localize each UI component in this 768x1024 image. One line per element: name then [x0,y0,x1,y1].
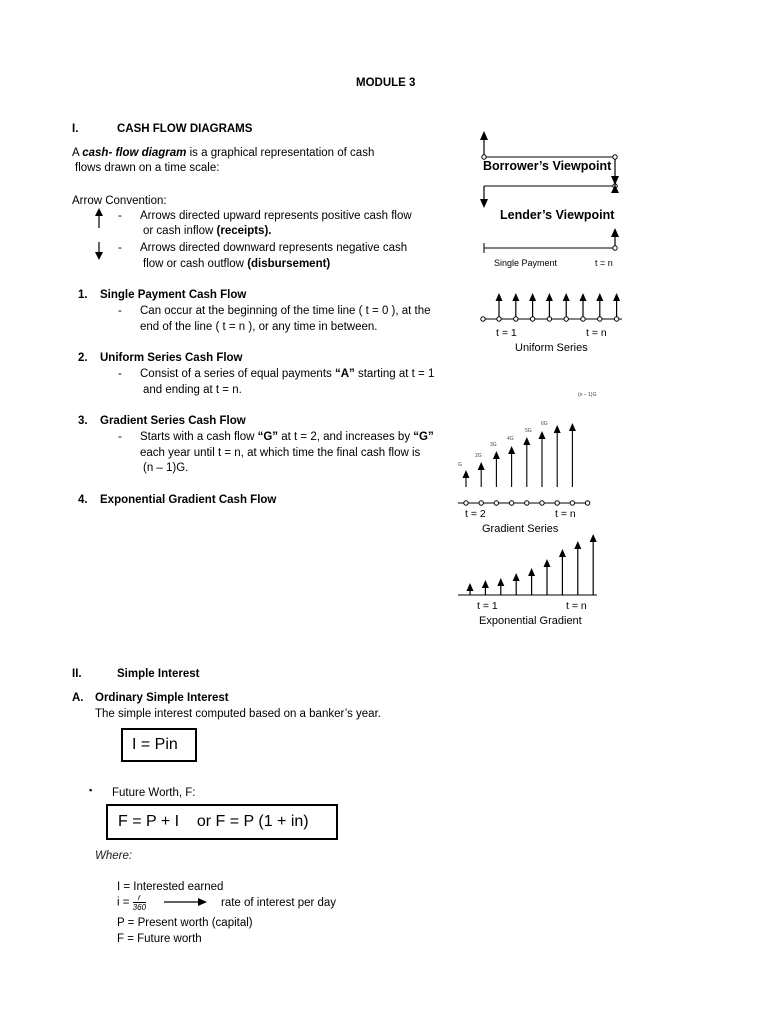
gradient-node-8 [570,501,574,505]
gradient-label-4g: 4G [507,436,514,442]
uniform-node-1 [497,317,501,321]
borrower-up-arrowhead [480,131,488,140]
subsection-a-description: The simple interest computed based on a banker’s year. [95,708,381,720]
bullet-icon: ▪ [89,785,93,795]
where-label: Where: [95,850,133,862]
item-3-line-1-c: at t = 2, and increases by [278,431,414,443]
page-title: MODULE 3 [356,77,416,89]
future-worth-label: Future Worth, F: [112,787,196,799]
exp-arrow-1-head [467,583,474,591]
gradient-arrow-7-head [554,425,561,433]
definition-future-worth: F = Future worth [117,933,202,945]
exponential-gradient-diagram [458,534,597,595]
dash-down: - [118,242,122,254]
borrower-diagram [480,131,619,185]
exp-arrow-7-head [559,549,566,557]
gradient-node-3 [494,501,498,505]
item-3-line-2: each year until t = n, at which time the final cash flow is [140,447,421,459]
single-tn-label: t = n [595,258,613,268]
formula-future-worth [106,804,338,840]
uniform-series-diagram [481,293,622,321]
rate-arrow-icon [164,898,207,906]
item-2-payment-a: “A” [334,368,355,380]
rate-fraction-numerator: r [133,893,146,903]
subsection-a-heading: Ordinary Simple Interest [95,692,229,704]
gradient-arrow-6-head [539,431,546,439]
dash-up: - [118,210,122,222]
item-2-number: 2. [78,352,88,364]
uniform-node-6 [581,317,585,321]
item-3-number: 3. [78,415,88,427]
exp-tn-label: t = n [566,600,587,612]
item-3-g-start: “G” [257,431,279,443]
item-1-number: 1. [78,289,88,301]
uniform-arrow-4-head [546,293,553,301]
uniform-node-7 [598,317,602,321]
section-2-heading: Simple Interest [117,668,200,680]
single-up-arrowhead [611,228,619,237]
uniform-tn-label: t = n [586,327,607,339]
subsection-a-letter: A. [72,692,84,704]
gradient-arrow-8-head [569,423,576,431]
item-2-line-1-a: Consist of a series of equal payments [140,368,335,380]
gradient-series-diagram [458,423,590,505]
uniform-node-8 [614,317,618,321]
item-2-dash: - [118,368,122,380]
gradient-t2-label: t = 2 [465,508,486,520]
uniform-arrow-8-head [613,293,620,301]
item-1-line-2: end of the line ( t = n ), or any time in between. [140,321,378,333]
receipts-label: (receipts). [216,225,272,237]
arrow-convention-label: Arrow Convention: [72,195,167,207]
gradient-label-2g: 2G [475,453,482,459]
gradient-node-9 [585,501,589,505]
exp-arrow-5-head [528,568,535,576]
definition-rate [117,893,146,912]
formula-simple-interest [121,728,197,762]
borrower-viewpoint-label: Borrower’s Viewpoint [483,159,612,173]
lender-viewpoint-label: Lender’s Viewpoint [500,208,615,222]
up-arrow-line-1: Arrows directed upward represents positive cash flow [140,210,412,222]
uniform-arrow-3-head [529,293,536,301]
definition-interest-earned: I = Interested earned [117,881,224,893]
gradient-series-caption: Gradient Series [482,523,559,535]
gradient-label-3g: 3G [490,442,497,448]
item-3-title: Gradient Series Cash Flow [100,415,246,427]
uniform-arrow-1-head [496,293,503,301]
formula-future-worth-text: F = P + I or F = P (1 + in) [118,813,309,830]
uniform-arrow-7-head [596,293,603,301]
rate-description: rate of interest per day [221,897,337,909]
uniform-node-4 [547,317,551,321]
item-4-number: 4. [78,494,88,506]
exp-arrow-8-head [574,541,581,549]
gradient-arrow-3-head [493,451,500,459]
uniform-origin [481,317,485,321]
gradient-tn-label: t = n [555,508,576,520]
item-3-line-3: (n – 1)G. [143,462,189,474]
formula-simple-interest-text: I = Pin [132,736,178,753]
down-arrow-line-1: Arrows directed downward represents negative cash [140,242,408,254]
single-payment-label: Single Payment [494,258,558,268]
exp-arrow-9-head [590,534,597,542]
gradient-top-label: (n – 1)G [578,392,597,398]
definition-line-2: flows drawn on a time scale: [75,162,220,174]
definition-term: cash- flow diagram [82,147,187,159]
section-1-heading: CASH FLOW DIAGRAMS [117,123,253,135]
gradient-arrow-1-head [463,470,470,478]
exp-arrow-3-head [497,578,504,586]
exponential-gradient-caption: Exponential Gradient [479,615,582,627]
definition-rest: is a graphical representation of cash [186,147,375,159]
exp-arrow-4-head [513,573,520,581]
exp-arrow-6-head [544,559,551,567]
gradient-node-5 [525,501,529,505]
definition-present-worth: P = Present worth (capital) [117,917,253,929]
single-payment-diagram [484,228,619,253]
item-3-dash: - [118,431,122,443]
gradient-label-6g: 6G [541,421,548,427]
gradient-node-6 [540,501,544,505]
gradient-arrow-2-head [478,462,485,470]
rate-fraction-denominator: 360 [132,903,147,912]
gradient-node-7 [555,501,559,505]
uniform-arrow-2-head [512,293,519,301]
item-3-line-1-a: Starts with a cash flow [140,431,258,443]
item-1-title: Single Payment Cash Flow [100,289,247,301]
down-arrow-line-2-text: flow or cash outflow [143,258,248,270]
item-1-dash: - [118,305,122,317]
uniform-node-5 [564,317,568,321]
section-1-number: I. [72,123,79,135]
uniform-arrow-6-head [580,293,587,301]
gradient-node-2 [479,501,483,505]
exp-arrow-2-head [482,580,489,588]
uniform-series-caption: Uniform Series [515,342,588,354]
exp-t1-label: t = 1 [477,600,498,612]
uniform-arrow-5-head [563,293,570,301]
lender-down-arrowhead [480,199,488,208]
item-2-line-2: and ending at t = n. [143,384,242,396]
up-arrow-line-2-text: or cash inflow [143,225,217,237]
gradient-label-5g: 5G [525,428,532,434]
item-2-line-1-c: starting at t = 1 [354,368,435,380]
uniform-node-3 [530,317,534,321]
item-3-g-increase: “G” [413,431,434,443]
item-1-line-1: Can occur at the beginning of the time line ( t = 0 ), at the [140,305,431,317]
rate-fraction [133,893,146,912]
disbursement-label: (disbursement) [247,258,331,270]
gradient-arrow-4-head [508,446,515,454]
gradient-node-1 [464,501,468,505]
section-2-number: II. [72,668,82,680]
gradient-node-4 [509,501,513,505]
uniform-node-2 [514,317,518,321]
uniform-t1-label: t = 1 [496,327,517,339]
item-2-title: Uniform Series Cash Flow [100,352,243,364]
item-4-title: Exponential Gradient Cash Flow [100,494,277,506]
gradient-arrow-5-head [523,437,530,445]
lender-diagram [480,178,619,208]
definition-prefix: A [72,147,83,159]
rate-prefix: i = [117,896,130,909]
gradient-label-g: G [458,462,462,468]
